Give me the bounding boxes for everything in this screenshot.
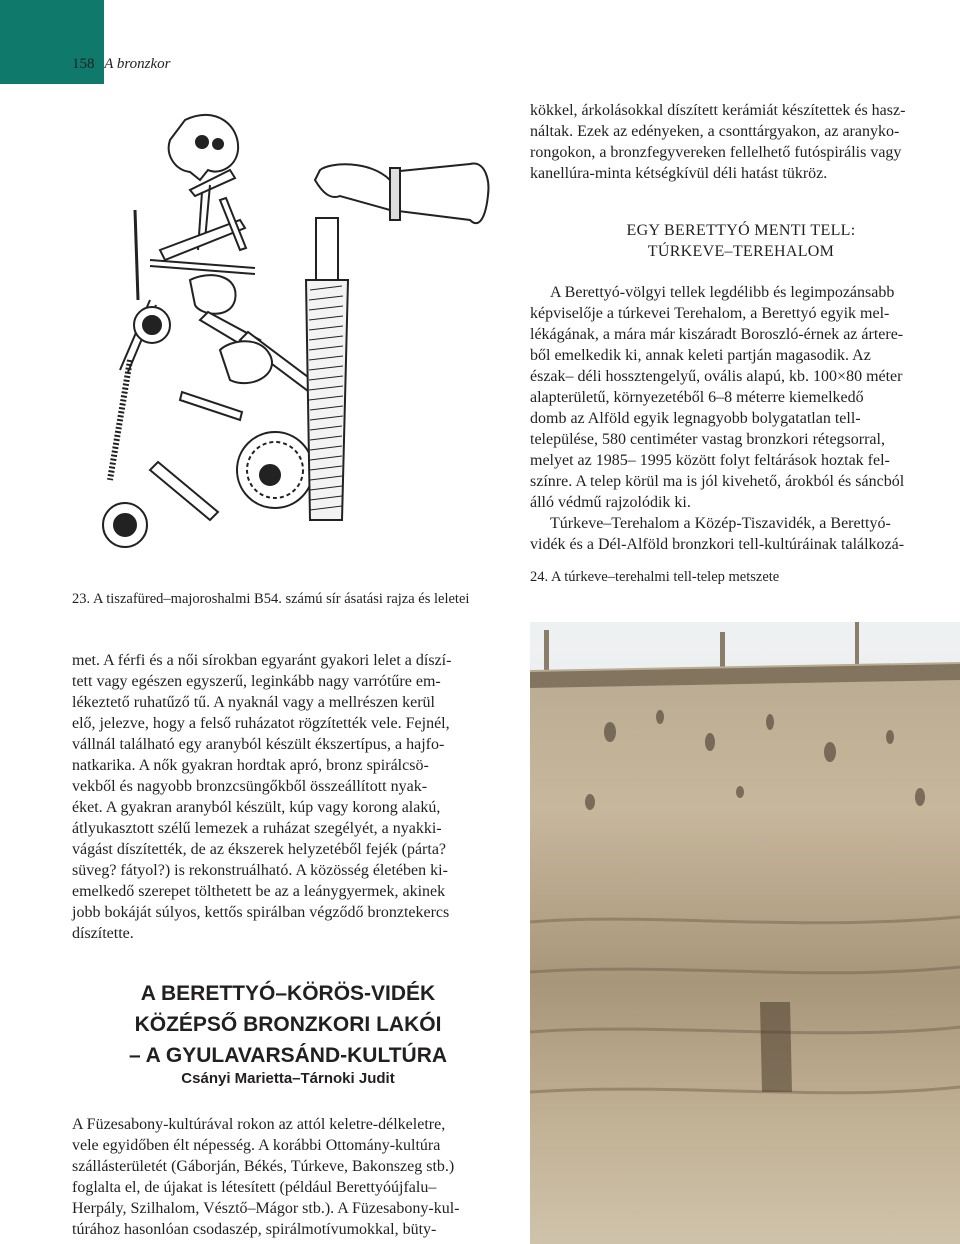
text-line: képviselője a túrkevei Terehalom, a Berettyó egyik mel- <box>530 305 890 322</box>
article-body <box>72 1114 504 1240</box>
text-line: natkarika. A nők gyakran hordtak apró, bronz spirálcsö- <box>72 757 429 774</box>
text-line: vállnál található egy aranyból készült ékszertípus, a hajfo- <box>72 736 445 753</box>
grave-drawing-figure <box>90 100 510 580</box>
text-line: rongokon, a bronzfegyvereken fellelhető futóspirális vagy <box>530 144 902 161</box>
text-line: vele egyidőben élt népesség. A korábbi Ottomány-kultúra <box>72 1137 441 1154</box>
text-line: emelkedő szerepet tölthetett be az a leánygyermek, akinek <box>72 883 446 900</box>
text-line: álló védmű rajzolódik ki. <box>530 494 691 511</box>
text-line: A Füzesabony-kultúrával rokon az attól keletre-délkeletre, <box>72 1116 446 1133</box>
text-line: tett vagy egészen egyszerű, leginkább nagy varrótűre em- <box>72 673 441 690</box>
text-line: kökkel, árkolásokkal díszített kerámiát készítettek és hasz- <box>530 102 906 119</box>
text-line: lékeztető ruhatűző tű. A nyaknál vagy a mellrészen kerül <box>72 694 435 711</box>
text-line: észak– déli hossztengelyű, ovális alapú, kb. 100×80 méter <box>530 368 903 385</box>
text-line: ből emelkedik ki, annak keleti partján magasodik. Az <box>530 347 871 364</box>
text-line: met. A férfi és a női sírokban egyaránt gyakori lelet a díszí- <box>72 652 452 669</box>
text-line: szállásterületét (Gáborján, Békés, Túrkeve, Bakonszeg stb.) <box>72 1158 455 1175</box>
text-line: kanellúra-minta kétségkívül déli hatást tükröz. <box>530 165 828 182</box>
text-line: vidék és a Dél-Alföld bronzkori tell-kultúráinak találkozá- <box>530 536 905 553</box>
text-line: A Berettyó-völgyi tellek legdélibb és legimpozánsabb <box>550 284 895 301</box>
text-line: alapterületű, környezetéből 6–8 méterre kiemelkedő <box>530 389 864 406</box>
text-line: foglalta el, de újakat is létesített (például Berettyóújfalu– <box>72 1179 437 1196</box>
text-line: süveg? fátyol?) is rekonstruálható. A közösség életében ki- <box>72 862 448 879</box>
tell-section-photo <box>530 622 960 1244</box>
text-line: melyet az 1985– 1995 között folyt feltárások hoztak fel- <box>530 452 890 469</box>
text-line: náltak. Ezek az edényeken, a csonttárgyakon, az aranyko- <box>530 123 900 140</box>
text-line: vágást díszítették, de az ékszerek helyzetéből fejék (párta? <box>72 841 447 858</box>
figure-23-caption: 23. A tiszafüred–majoroshalmi B54. számú sír ásatási rajza és leletei <box>72 591 470 607</box>
section-body <box>530 282 952 555</box>
text-line: Herpály, Szilhalom, Vésztő–Mágor stb.). A Füzesabony-kul- <box>72 1200 460 1217</box>
text-line: jobb bokáját súlyos, kettős spirálban végződő bronztekercs <box>72 904 450 921</box>
figure-24-caption: 24. A túrkeve–terehalmi tell-telep metszete <box>530 569 780 585</box>
text-line: színre. A telep körül ma is jól kivehető, árokból és sáncból <box>530 473 905 490</box>
article-title-line3: – A GYULAVARSÁND-KULTÚRA <box>128 1044 448 1067</box>
text-line: éket. A gyakran aranyból készült, kúp vagy korong alakú, <box>72 799 441 816</box>
text-line: lékágának, a mára már kiszáradt Boroszló-érnek az ártere- <box>530 326 904 343</box>
article-title <box>72 978 504 1071</box>
text-line: átlyukasztott szélű lemezek a ruházat szegélyét, a nyakki- <box>72 820 442 837</box>
text-line: Túrkeve–Terehalom a Közép-Tiszavidék, a Berettyó- <box>550 515 891 532</box>
text-line: vekből és nagyobb bronzcsüngőkből összeállított nyak- <box>72 778 428 795</box>
running-header <box>72 56 171 73</box>
article-title-line2: KÖZÉPSŐ BRONZKORI LAKÓI <box>134 1013 442 1036</box>
section-heading <box>530 220 952 262</box>
left-body-text <box>72 650 504 944</box>
text-line: domb az Alföld egyik legnagyobb bolygatatlan tell- <box>530 410 861 427</box>
intro-paragraph <box>530 100 952 184</box>
running-title: A bronzkor <box>104 56 171 72</box>
article-authors: Csányi Marietta–Tárnoki Judit <box>181 1070 395 1087</box>
text-line: túrához hasonlóan csodaszép, spirálmotívumokkal, büty- <box>72 1221 437 1238</box>
section-heading-line2: TÚRKEVE–TEREHALOM <box>647 243 835 260</box>
section-heading-line1: EGY BERETTYÓ MENTI TELL: <box>626 222 856 239</box>
text-line: települése, 580 centiméter vastag bronzkori rétegsorral, <box>530 431 885 448</box>
text-line: elő, jelezve, hogy a felső ruházatot rögzítették vele. Fejnél, <box>72 715 450 732</box>
page-number: 158 <box>72 56 95 72</box>
article-title-line1: A BERETTYÓ–KÖRÖS-VIDÉK <box>140 982 436 1005</box>
text-line: díszítette. <box>72 925 134 942</box>
